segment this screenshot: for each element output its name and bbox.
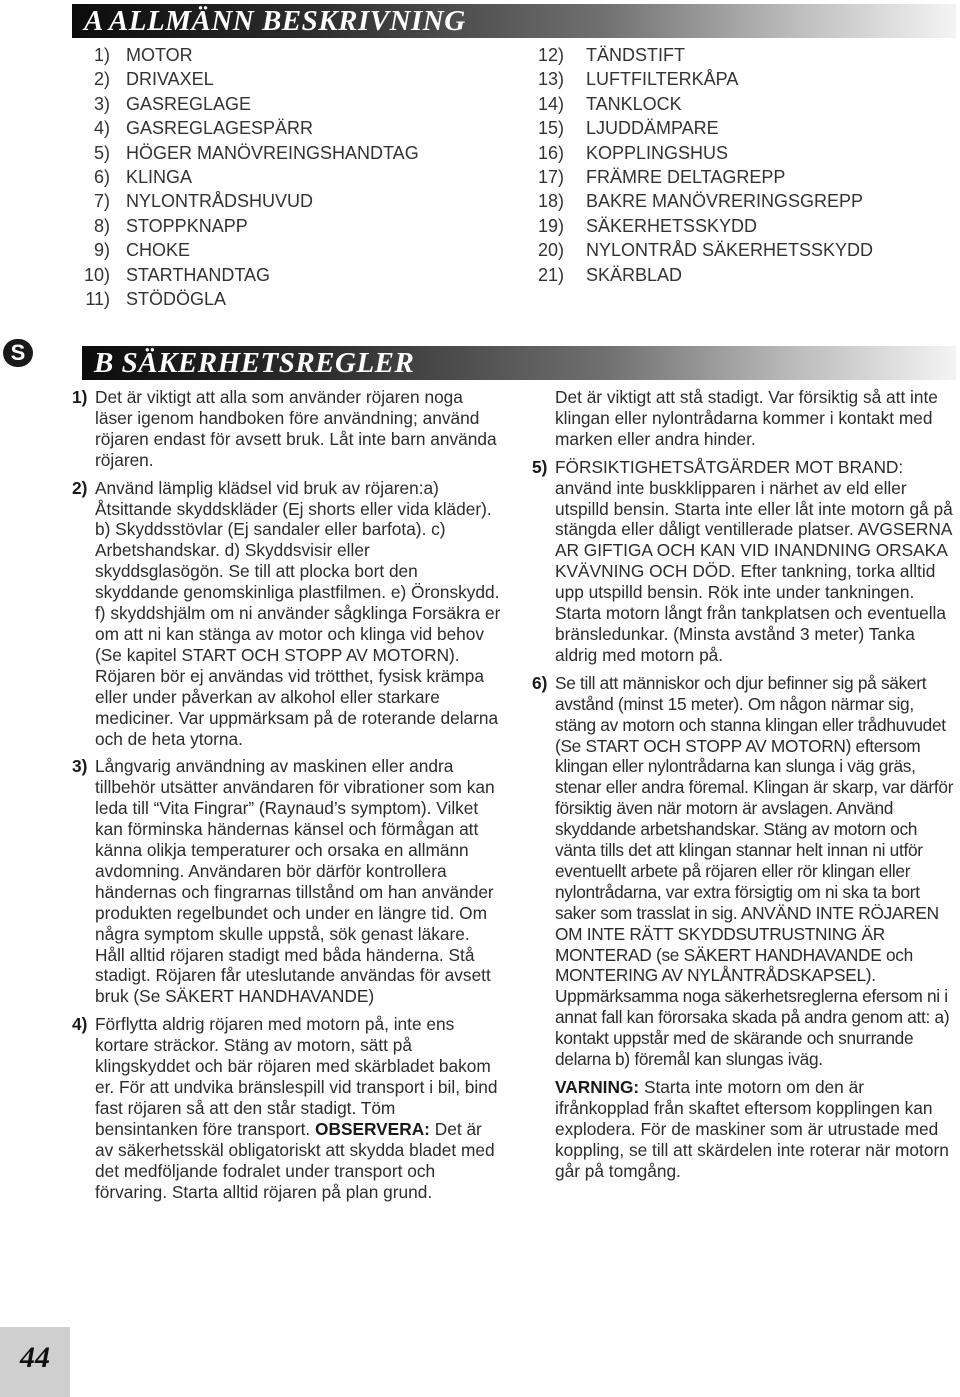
rule-text: FÖRSIKTIGHETSÅTGÄRDER MOT BRAND: använd inte buskklipparen i närhet av eld eller utspilld bensin. Starta inte eller låt inte motorn gå på stängda eller dåligt ventillerade platser. AVGSERNA AR GIFTIGA OCH KAN VID INANDNING ORSAKA KVÄVNING OCH DÖD. Efter tankning, torka alltid upp utspilld bensin. Rök inte under tankningen. Starta motorn långt från tankplatsen och eventuella bränsledunkar. (Minsta avstånd 3 meter) Tanka aldrig med motorn på. [555, 456, 953, 665]
part-item [528, 263, 873, 287]
observera-text: Det är av säkerhetsskäl obligatoriskt att skydda bladet med det medföljande fodralet under transport och förvaring. Starta alltid röjaren på plan grund. [95, 1118, 495, 1202]
part-number: 14) [537, 93, 564, 114]
part-label: LJUDDÄMPARE [586, 118, 719, 139]
part-item [528, 116, 873, 140]
part-item [72, 67, 419, 91]
part-item [528, 238, 873, 262]
rule-number: 3) [72, 756, 88, 777]
part-item [72, 263, 419, 287]
rule-4-continuation: Det är viktigt att stå stadigt. Var försiktig så att inte klingan eller nylontrådarna kommer i kontakt med marken eller andra hinder. [555, 387, 938, 449]
part-label: GASREGLAGE [126, 93, 252, 114]
rule-number: 4) [72, 1014, 88, 1035]
part-number: 5) [93, 142, 110, 163]
part-item [72, 238, 419, 262]
page-number-box [0, 1327, 70, 1397]
part-item [72, 141, 419, 165]
part-item [72, 214, 419, 238]
part-label: HÖGER MANÖVREINGSHANDTAG [126, 142, 419, 163]
part-number: 19) [537, 215, 564, 236]
part-number: 20) [537, 240, 564, 261]
part-label: STÖDÖGLA [126, 288, 227, 309]
rule-text: Förflytta aldrig röjaren med motorn på, inte ens kortare sträckor. Stäng av motorn, sätt på klingskyddet och bär röjaren med skärbladet bakom er. För att undvika bränslespill vid transport i bil, bind fast röjaren så att den står stadigt. Töm bensintanken före transport. [95, 1014, 498, 1139]
part-label: TÄNDSTIFT [586, 45, 685, 65]
part-number: 7) [93, 191, 110, 212]
page-number: 44 [20, 1341, 50, 1374]
part-number: 3) [93, 93, 110, 114]
rule-number: 6) [532, 672, 548, 693]
part-number: 13) [537, 69, 564, 90]
part-item [528, 214, 873, 238]
rule-text: Se till att människor och djur befinner sig på säkert avstånd (minst 15 meter). Om någon närmar sig, stäng av motorn och stanna klingan eller trådhuvudet (Se START OCH STOPP AV MOTORN) eftersom klingan eller nylontrådarna kan slunga i väg gräs, stenar eller andra föremal. Klingan är skarp, var därför försiktig även när motorn är avslagen. Använd skyddande arbetshandskar. Stäng av motorn och vänta tills det att klingan stannar helt innan ni utför eventuellt arbete på röjaren eller rör klingan eller nylontrådarna, var extra försigtig om ni ska ta bort saker som trasslat in sig. ANVÄND INTE RÖJAREN OM INTE RÄTT SKYDDSUTRUSTNING ÄR MONTERAD (se SÄKERT HANDHAVANDE och MONTERING AV NYLÅNTRÅDSKAPSEL). Uppmärksamma noga säkerhetsreglerna efersom ni i annat fall kan förorsaka skada på andra genom att: a) kontakt uppstår med de skärande och snurrande delarna b) föremål kan slungas iväg. [555, 672, 954, 1070]
part-label: STOPPKNAPP [126, 215, 248, 236]
part-number: 11) [85, 288, 110, 309]
observera-label: OBSERVERA: [315, 1118, 430, 1139]
part-number: 21) [537, 264, 564, 285]
part-number: 9) [93, 240, 110, 261]
part-item [528, 67, 873, 91]
rule-5 [532, 457, 956, 666]
part-item [528, 92, 873, 116]
part-label: DRIVAXEL [126, 69, 214, 90]
rule-2 [72, 478, 502, 750]
warning-note [532, 1077, 956, 1182]
part-item [528, 141, 873, 165]
rule-text: Det är viktigt att alla som använder röjaren noga läser igenom handboken före användning; använd röjaren endast för avsett bruk. Låt inte barn använda röjaren. [95, 387, 497, 470]
part-item [72, 92, 419, 116]
section-b-header [82, 346, 956, 380]
part-label: LUFTFILTERKÅPA [586, 69, 739, 90]
language-badge: S [3, 339, 33, 367]
part-item [72, 165, 419, 189]
part-label: BAKRE MANÖVRERINGSGREPP [586, 191, 864, 212]
part-label: MOTOR [126, 45, 193, 65]
part-item [72, 116, 419, 140]
part-label: GASREGLAGESPÄRR [126, 118, 314, 139]
rule-6 [532, 673, 956, 1070]
parts-list-right [528, 43, 873, 287]
part-label: FRÄMRE DELTAGREPP [586, 166, 786, 187]
part-label: CHOKE [126, 240, 191, 261]
parts-list-left [72, 43, 419, 311]
part-item [72, 189, 419, 213]
part-label: STARTHANDTAG [126, 264, 271, 285]
warning-label: VARNING: [555, 1077, 640, 1097]
part-label: SÄKERHETSSKYDD [586, 215, 758, 236]
part-number: 8) [93, 215, 110, 236]
rule-text: Långvarig användning av maskinen eller andra tillbehör utsätter användaren för vibrationer som kan leda till “Vita Fingrar” (Raynaud’s symptom). Vilket kan förminska händernas känsel och förmågan att känna olikja temperaturer och orsaka en allmänn avdomning. Användaren bör därför kontrollera händernas och fingrarnas tillstånd om han använder produkten regelbundet och under en längre tid. Om några symptom skulle uppstå, sök genast läkare. Håll alltid röjaren stadigt med båda händerna. Stå stadigt. Röjaren får uteslutande användas för avsett bruk (Se SÄKERT HANDHAVANDE) [95, 756, 495, 1007]
section-a-header [72, 4, 956, 38]
warning-text: Starta inte motorn om den är ifrånkopplad från skaftet eftersom kopplingen kan explodera. För de maskiner som är utrustade med koppling, se till att skärdelen inte roterar när motorn går på tomgång. [555, 1077, 949, 1181]
rule-3 [72, 756, 502, 1007]
part-item [72, 287, 419, 311]
part-label: SKÄRBLAD [586, 264, 683, 285]
part-label: TANKLOCK [586, 93, 682, 114]
rule-text: Använd lämplig klädsel vid bruk av röjaren:a) Åtsittande skyddskläder (Ej shorts eller vida kläder). b) Skyddsstövlar (Ej sandaler eller barfota). c) Arbetshandskar. d) Skyddsvisir eller skyddsglasögön. Se till att plocka bort den skyddande genomskinliga plastfilmen. e) Öronskydd. f) skyddshjälm om ni använder sågklinga Forsäkra er om att ni kan stänga av motor och klinga vid behov (Se kapitel START OCH STOPP AV MOTORN). Röjaren bör ej användas vid trötthet, fysisk krämpa eller under påverkan av alkohol eller starkare mediciner. Var uppmärksam på de roterande delarna och de heta ytorna. [95, 477, 501, 749]
part-number: 6) [93, 166, 110, 187]
section-b-title: B SÄKERHETSREGLER [94, 347, 415, 379]
part-number: 2) [93, 69, 110, 90]
rule-number: 1) [72, 387, 88, 407]
part-label: NYLONTRÅDSHUVUD [126, 191, 314, 212]
part-number: 1) [93, 45, 110, 65]
part-item [528, 189, 873, 213]
part-label: KLINGA [126, 166, 193, 187]
rule-number: 5) [532, 456, 548, 477]
section-a-title: A ALLMÄNN BESKRIVNING [84, 5, 466, 37]
part-label: NYLONTRÅD SÄKERHETSSKYDD [586, 240, 874, 261]
safety-column-right [532, 387, 956, 1189]
part-number: 10) [83, 264, 110, 285]
part-number: 4) [93, 118, 110, 139]
part-item [72, 43, 419, 67]
part-number: 15) [537, 118, 564, 139]
part-item [528, 165, 873, 189]
rule-1 [72, 387, 502, 471]
part-number: 17) [537, 166, 564, 187]
part-item [528, 43, 873, 67]
part-number: 18) [537, 191, 564, 212]
part-label: KOPPLINGSHUS [586, 142, 729, 163]
rule-number: 2) [72, 477, 88, 498]
part-number: 12) [537, 45, 564, 65]
part-number: 16) [537, 142, 564, 163]
rule-4 [72, 1014, 502, 1202]
safety-column-left [72, 387, 502, 1209]
